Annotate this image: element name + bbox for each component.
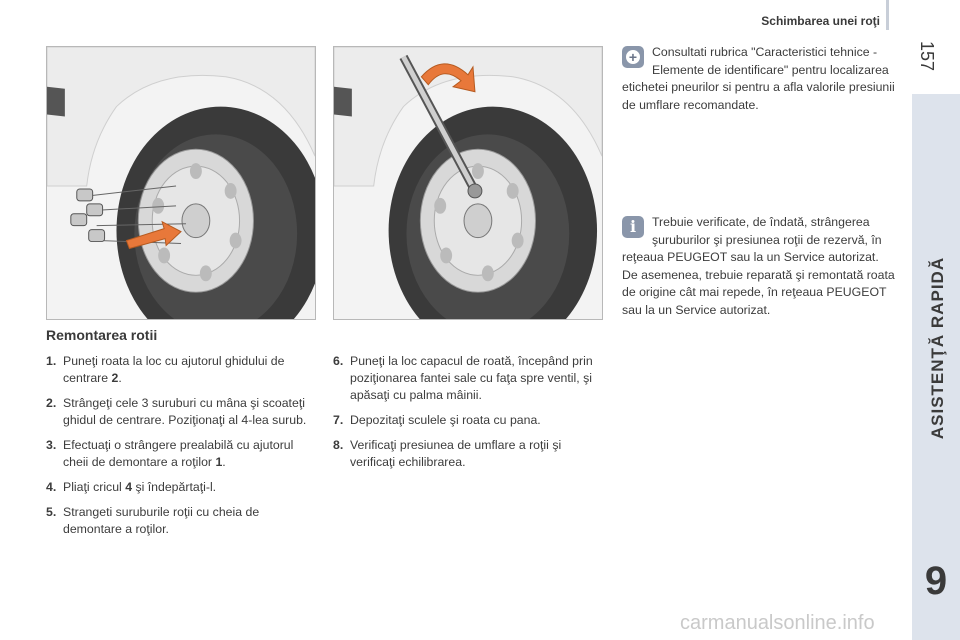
page-number: 157 [917,40,938,72]
wheel-bolts-illustration [47,47,315,319]
list-item: 5. Strangeti suruburile roţii cu cheia de demontare a roţilor. [46,505,260,536]
tip-note [622,44,898,114]
list-item: 3. Efectuaţi o strângere prealabilă cu ajutorul cheii de demontare a roţilor 1. [46,438,294,469]
tip-note-text: Consultati rubrica "Caracteristici tehnice - Elemente de identificare" pentru localizarea etichetei pneurilor si pentru a afla valorile presiunii de umflare recomandate. [622,45,895,112]
chapter-title: ASISTENŢĂ RAPIDĂ [928,256,947,440]
watermark: carmanualsonline.info [680,612,875,634]
list-item: 2. Strângeţi cele 3 suruburi cu mâna şi scoateţi ghidul de centrare. Poziţionaţi al 4-lea surub. [46,396,307,427]
figure-wheel-bolts [46,46,316,320]
info-note-text-2: De asemenea, trebuie reparată şi remontată roata de origine cât mai repede, în reţeaua PEUGEOT sau la un Service autorizat. [622,267,895,317]
section-title: Remontarea rotii [46,327,158,343]
list-item: 4. Pliaţi cricul 4 şi îndepărtaţi-l. [46,480,217,494]
running-header: Schimbarea unei roţi [761,14,880,28]
chapter-number: 9 [924,558,948,603]
steps-list-left [46,353,318,546]
list-item: 1. Puneţi roata la loc cu ajutorul ghidului de centrare 2. [46,354,285,385]
list-item: 6. Puneţi la loc capacul de roată, începând prin poziţionarea fantei sale cu faţa spre ventil, şi apăsaţi cu palma mâinii. [333,354,593,402]
info-note [622,214,898,319]
list-item: 7. Depozitaţi sculele şi roata cu pana. [333,413,541,427]
steps-list-right [333,353,605,479]
list-item: 8. Verificaţi presiunea de umflare a roţii şi verificaţi echilibrarea. [333,438,562,469]
info-icon [622,216,644,238]
header-rule [886,0,889,30]
info-note-text-1: Trebuie verificate, de îndată, strângerea şuruburilor şi presiunea roţii de rezervă, în reţeaua PEUGEOT sau la un Service autorizat. [622,215,882,264]
wheel-brace-illustration [334,47,602,319]
plus-icon [622,46,644,68]
figure-wheel-brace [333,46,603,320]
